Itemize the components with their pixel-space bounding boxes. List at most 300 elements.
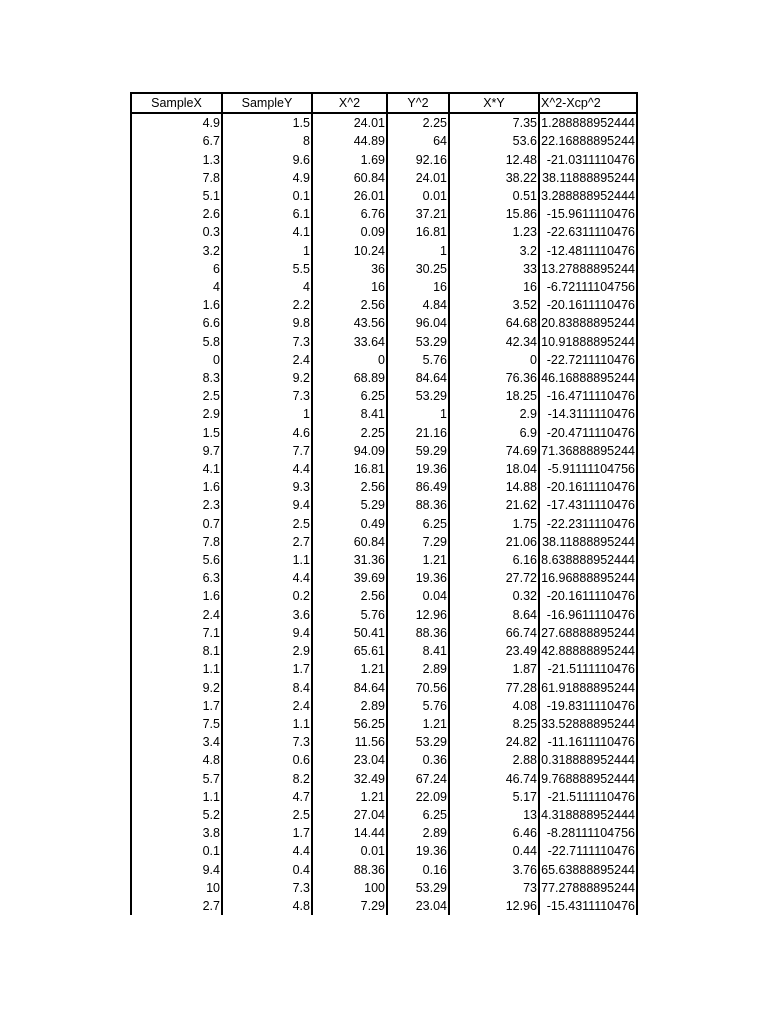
cell-x-squared: 2.25 (312, 424, 387, 442)
table-row (132, 351, 636, 369)
cell-sampley: 9.4 (222, 624, 312, 642)
cell-y-squared: 92.16 (387, 151, 449, 169)
cell-y-squared: 6.25 (387, 806, 449, 824)
table-row (132, 624, 636, 642)
cell-samplex: 7.8 (132, 169, 222, 187)
cell-samplex: 0 (132, 351, 222, 369)
cell-x-times-y: 0 (449, 351, 539, 369)
cell-samplex: 2.7 (132, 897, 222, 915)
cell-samplex: 9.4 (132, 861, 222, 879)
cell-x-times-y: 7.35 (449, 113, 539, 132)
table-row (132, 478, 636, 496)
cell-x-squared-minus-xcp: 20.83888895244 (541, 316, 635, 331)
column-header-samplex: SampleX (132, 93, 222, 113)
cell-y-squared: 22.09 (387, 788, 449, 806)
cell-x-squared: 84.64 (312, 679, 387, 697)
cell-y-squared: 53.29 (387, 333, 449, 351)
table-row (132, 151, 636, 169)
cell-y-squared: 6.25 (387, 515, 449, 533)
cell-x-times-y: 4.08 (449, 697, 539, 715)
cell-sampley: 6.1 (222, 205, 312, 223)
cell-y-squared: 88.36 (387, 624, 449, 642)
cell-samplex: 2.5 (132, 387, 222, 405)
cell-x-squared-minus-xcp: 77.27888895244 (541, 880, 635, 895)
cell-sampley: 2.9 (222, 642, 312, 660)
cell-x-times-y: 8.25 (449, 715, 539, 733)
table-row (132, 715, 636, 733)
cell-x-squared: 32.49 (312, 770, 387, 788)
cell-samplex: 1.1 (132, 788, 222, 806)
cell-samplex: 1.7 (132, 697, 222, 715)
cell-x-times-y: 33 (449, 260, 539, 278)
cell-sampley: 8 (222, 132, 312, 150)
table-row (132, 897, 636, 915)
spreadsheet-table (130, 92, 638, 915)
cell-samplex: 10 (132, 879, 222, 897)
cell-x-times-y: 23.49 (449, 642, 539, 660)
table-row (132, 697, 636, 715)
table-row (132, 551, 636, 569)
table-row (132, 770, 636, 788)
cell-x-squared: 6.76 (312, 205, 387, 223)
cell-x-times-y: 8.64 (449, 606, 539, 624)
cell-samplex: 5.1 (132, 187, 222, 205)
cell-x-squared-minus-xcp: -21.5111110476 (547, 789, 635, 804)
cell-x-times-y: 0.44 (449, 842, 539, 860)
table-row (132, 260, 636, 278)
column-header-y-squared: Y^2 (387, 93, 449, 113)
cell-y-squared: 1 (387, 405, 449, 423)
cell-sampley: 2.7 (222, 533, 312, 551)
cell-samplex: 5.2 (132, 806, 222, 824)
cell-y-squared: 53.29 (387, 733, 449, 751)
cell-y-squared: 30.25 (387, 260, 449, 278)
cell-samplex: 7.1 (132, 624, 222, 642)
cell-samplex: 6.6 (132, 314, 222, 332)
table-row (132, 424, 636, 442)
cell-x-squared: 39.69 (312, 569, 387, 587)
cell-x-times-y: 12.96 (449, 897, 539, 915)
cell-x-times-y: 38.22 (449, 169, 539, 187)
cell-x-times-y: 66.74 (449, 624, 539, 642)
cell-x-squared-minus-xcp: -21.0311110476 (546, 152, 635, 167)
table-row (132, 113, 636, 132)
cell-x-squared-minus-xcp: 27.68888895244 (541, 625, 635, 640)
cell-x-squared: 11.56 (312, 733, 387, 751)
table-row (132, 642, 636, 660)
cell-y-squared: 23.04 (387, 897, 449, 915)
cell-x-squared-minus-xcp: 9.768888952444 (541, 771, 635, 786)
cell-sampley: 9.3 (222, 478, 312, 496)
cell-x-times-y: 1.23 (449, 223, 539, 241)
header-row (132, 93, 636, 113)
cell-x-squared-minus-xcp: -22.7211110476 (546, 352, 635, 367)
cell-x-squared: 27.04 (312, 806, 387, 824)
cell-x-times-y: 6.46 (449, 824, 539, 842)
cell-x-squared: 2.56 (312, 587, 387, 605)
table-row (132, 533, 636, 551)
table-row (132, 569, 636, 587)
cell-x-squared: 68.89 (312, 369, 387, 387)
cell-x-times-y: 6.16 (449, 551, 539, 569)
cell-x-times-y: 15.86 (449, 205, 539, 223)
cell-sampley: 4.4 (222, 569, 312, 587)
cell-x-times-y: 18.04 (449, 460, 539, 478)
cell-sampley: 1.1 (222, 715, 312, 733)
cell-x-times-y: 3.76 (449, 861, 539, 879)
cell-x-squared-minus-xcp: -8.28111104756 (546, 826, 635, 841)
cell-x-times-y: 73 (449, 879, 539, 897)
cell-x-squared: 1.21 (312, 660, 387, 678)
cell-samplex: 1.3 (132, 151, 222, 169)
cell-x-squared: 0.09 (312, 223, 387, 241)
table-row (132, 587, 636, 605)
cell-x-squared: 6.25 (312, 387, 387, 405)
cell-x-squared: 33.64 (312, 333, 387, 351)
cell-samplex: 4.8 (132, 751, 222, 769)
cell-y-squared: 53.29 (387, 879, 449, 897)
table-row (132, 515, 636, 533)
cell-sampley: 0.1 (222, 187, 312, 205)
column-header-sampley: SampleY (222, 93, 312, 113)
table-row (132, 442, 636, 460)
cell-sampley: 1.7 (222, 660, 312, 678)
cell-x-squared-minus-xcp: 46.16888895244 (541, 371, 635, 386)
cell-x-squared: 50.41 (312, 624, 387, 642)
cell-sampley: 0.6 (222, 751, 312, 769)
table-row (132, 806, 636, 824)
table-row (132, 369, 636, 387)
cell-x-squared-minus-xcp: 0.318888952444 (541, 753, 635, 768)
cell-x-squared-minus-xcp: -6.72111104756 (546, 280, 635, 295)
cell-sampley: 1.1 (222, 551, 312, 569)
cell-x-times-y: 42.34 (449, 333, 539, 351)
cell-x-squared: 7.29 (312, 897, 387, 915)
cell-x-squared: 16.81 (312, 460, 387, 478)
cell-x-squared-minus-xcp: -20.4711110476 (546, 425, 635, 440)
cell-samplex: 6.3 (132, 569, 222, 587)
cell-x-times-y: 21.62 (449, 496, 539, 514)
cell-x-squared-minus-xcp: 33.52888895244 (541, 716, 635, 731)
table-body (132, 113, 636, 915)
cell-sampley: 7.7 (222, 442, 312, 460)
table-row (132, 132, 636, 150)
cell-x-times-y: 2.88 (449, 751, 539, 769)
cell-x-squared: 100 (312, 879, 387, 897)
cell-x-squared-minus-xcp: 3.288888952444 (541, 189, 635, 204)
cell-samplex: 5.6 (132, 551, 222, 569)
cell-y-squared: 2.89 (387, 824, 449, 842)
cell-x-squared: 5.76 (312, 606, 387, 624)
cell-y-squared: 19.36 (387, 569, 449, 587)
table-row (132, 679, 636, 697)
column-header-x-squared-minus-xcp: X^2-Xcp^2 (539, 93, 636, 113)
table-row (132, 242, 636, 260)
table-row (132, 733, 636, 751)
cell-x-times-y: 5.17 (449, 788, 539, 806)
cell-sampley: 0.2 (222, 587, 312, 605)
cell-y-squared: 12.96 (387, 606, 449, 624)
table-row (132, 660, 636, 678)
cell-x-squared: 36 (312, 260, 387, 278)
cell-x-squared-minus-xcp: 22.16888895244 (541, 134, 635, 149)
cell-samplex: 7.5 (132, 715, 222, 733)
cell-x-squared: 14.44 (312, 824, 387, 842)
cell-sampley: 5.5 (222, 260, 312, 278)
cell-y-squared: 96.04 (387, 314, 449, 332)
cell-sampley: 1.5 (222, 113, 312, 132)
cell-x-squared: 65.61 (312, 642, 387, 660)
cell-x-squared: 60.84 (312, 169, 387, 187)
cell-x-squared: 1.21 (312, 788, 387, 806)
cell-samplex: 1.5 (132, 424, 222, 442)
cell-samplex: 7.8 (132, 533, 222, 551)
cell-x-squared-minus-xcp: -15.9611110476 (546, 207, 635, 222)
cell-x-squared: 56.25 (312, 715, 387, 733)
table-row (132, 606, 636, 624)
cell-x-times-y: 18.25 (449, 387, 539, 405)
cell-samplex: 9.7 (132, 442, 222, 460)
cell-x-squared-minus-xcp: -22.7111110476 (547, 844, 635, 859)
cell-y-squared: 19.36 (387, 460, 449, 478)
cell-y-squared: 19.36 (387, 842, 449, 860)
cell-x-squared-minus-xcp: -15.4311110476 (546, 898, 635, 913)
cell-samplex: 1.6 (132, 587, 222, 605)
table-row (132, 842, 636, 860)
cell-y-squared: 0.16 (387, 861, 449, 879)
cell-x-times-y: 27.72 (449, 569, 539, 587)
cell-samplex: 9.2 (132, 679, 222, 697)
cell-x-squared-minus-xcp: -16.9611110476 (546, 607, 635, 622)
cell-sampley: 4.4 (222, 842, 312, 860)
cell-x-squared: 16 (312, 278, 387, 296)
cell-x-squared-minus-xcp: 16.96888895244 (541, 571, 635, 586)
cell-x-squared: 24.01 (312, 113, 387, 132)
table-row (132, 879, 636, 897)
cell-x-squared: 0.01 (312, 842, 387, 860)
cell-sampley: 7.3 (222, 879, 312, 897)
cell-x-squared: 31.36 (312, 551, 387, 569)
cell-y-squared: 1.21 (387, 551, 449, 569)
cell-samplex: 2.3 (132, 496, 222, 514)
cell-y-squared: 16 (387, 278, 449, 296)
cell-x-squared: 2.89 (312, 697, 387, 715)
cell-sampley: 8.2 (222, 770, 312, 788)
cell-sampley: 9.8 (222, 314, 312, 332)
cell-sampley: 2.4 (222, 351, 312, 369)
cell-samplex: 4 (132, 278, 222, 296)
cell-sampley: 2.5 (222, 806, 312, 824)
cell-samplex: 8.3 (132, 369, 222, 387)
cell-x-times-y: 21.06 (449, 533, 539, 551)
cell-y-squared: 0.36 (387, 751, 449, 769)
cell-x-times-y: 14.88 (449, 478, 539, 496)
cell-y-squared: 86.49 (387, 478, 449, 496)
cell-x-squared-minus-xcp: -12.4811110476 (546, 243, 635, 258)
cell-x-squared: 2.56 (312, 296, 387, 314)
cell-samplex: 2.6 (132, 205, 222, 223)
cell-samplex: 0.7 (132, 515, 222, 533)
table-row (132, 296, 636, 314)
cell-x-squared-minus-xcp: -16.4711110476 (546, 389, 635, 404)
cell-y-squared: 1 (387, 242, 449, 260)
table-row (132, 387, 636, 405)
cell-sampley: 2.2 (222, 296, 312, 314)
cell-sampley: 1.7 (222, 824, 312, 842)
cell-x-squared: 2.56 (312, 478, 387, 496)
cell-x-squared: 23.04 (312, 751, 387, 769)
cell-x-squared: 1.69 (312, 151, 387, 169)
cell-y-squared: 2.89 (387, 660, 449, 678)
cell-x-squared-minus-xcp: -22.6311110476 (546, 225, 635, 240)
cell-y-squared: 37.21 (387, 205, 449, 223)
cell-samplex: 4.1 (132, 460, 222, 478)
table-row (132, 333, 636, 351)
cell-sampley: 4 (222, 278, 312, 296)
cell-x-times-y: 0.51 (449, 187, 539, 205)
table-row (132, 169, 636, 187)
cell-x-times-y: 77.28 (449, 679, 539, 697)
cell-x-squared-minus-xcp: 38.11888895244 (542, 534, 635, 549)
cell-x-squared: 94.09 (312, 442, 387, 460)
cell-samplex: 3.8 (132, 824, 222, 842)
cell-y-squared: 59.29 (387, 442, 449, 460)
cell-x-squared-minus-xcp: -14.3111110476 (547, 407, 635, 422)
table-row (132, 460, 636, 478)
cell-sampley: 2.4 (222, 697, 312, 715)
cell-sampley: 4.7 (222, 788, 312, 806)
table-row (132, 187, 636, 205)
cell-x-squared-minus-xcp: 61.91888895244 (541, 680, 635, 695)
data-table (132, 92, 636, 915)
cell-x-times-y: 6.9 (449, 424, 539, 442)
cell-x-squared: 60.84 (312, 533, 387, 551)
cell-y-squared: 84.64 (387, 369, 449, 387)
cell-samplex: 1.1 (132, 660, 222, 678)
cell-x-squared-minus-xcp: -5.91111104756 (547, 462, 635, 477)
table-row (132, 223, 636, 241)
cell-sampley: 4.6 (222, 424, 312, 442)
table-row (132, 314, 636, 332)
cell-x-times-y: 3.52 (449, 296, 539, 314)
cell-samplex: 0.3 (132, 223, 222, 241)
cell-x-times-y: 24.82 (449, 733, 539, 751)
cell-sampley: 4.1 (222, 223, 312, 241)
column-header-x-times-y: X*Y (449, 93, 539, 113)
cell-sampley: 3.6 (222, 606, 312, 624)
cell-x-squared: 26.01 (312, 187, 387, 205)
cell-sampley: 7.3 (222, 733, 312, 751)
cell-y-squared: 24.01 (387, 169, 449, 187)
cell-sampley: 2.5 (222, 515, 312, 533)
cell-sampley: 1 (222, 242, 312, 260)
cell-x-times-y: 1.87 (449, 660, 539, 678)
cell-y-squared: 53.29 (387, 387, 449, 405)
cell-sampley: 0.4 (222, 861, 312, 879)
cell-sampley: 1 (222, 405, 312, 423)
cell-samplex: 6.7 (132, 132, 222, 150)
cell-x-times-y: 16 (449, 278, 539, 296)
cell-x-squared: 0 (312, 351, 387, 369)
table-row (132, 496, 636, 514)
cell-samplex: 2.9 (132, 405, 222, 423)
cell-x-times-y: 0.32 (449, 587, 539, 605)
cell-x-squared-minus-xcp: -22.2311110476 (546, 516, 635, 531)
cell-samplex: 1.6 (132, 296, 222, 314)
cell-samplex: 4.9 (132, 113, 222, 132)
cell-samplex: 1.6 (132, 478, 222, 496)
cell-samplex: 5.7 (132, 770, 222, 788)
cell-sampley: 9.4 (222, 496, 312, 514)
cell-x-times-y: 13 (449, 806, 539, 824)
cell-sampley: 9.2 (222, 369, 312, 387)
cell-x-squared-minus-xcp: 8.638888952444 (541, 553, 635, 568)
cell-sampley: 7.3 (222, 387, 312, 405)
cell-samplex: 3.2 (132, 242, 222, 260)
cell-x-squared: 43.56 (312, 314, 387, 332)
cell-x-squared-minus-xcp: -20.1611110476 (546, 589, 635, 604)
cell-y-squared: 5.76 (387, 697, 449, 715)
cell-samplex: 8.1 (132, 642, 222, 660)
cell-sampley: 9.6 (222, 151, 312, 169)
cell-y-squared: 8.41 (387, 642, 449, 660)
cell-x-squared-minus-xcp: 10.91888895244 (541, 334, 635, 349)
table-row (132, 405, 636, 423)
table-row (132, 278, 636, 296)
cell-x-times-y: 46.74 (449, 770, 539, 788)
cell-x-squared-minus-xcp: 42.88888895244 (541, 644, 635, 659)
table-row (132, 751, 636, 769)
cell-samplex: 3.4 (132, 733, 222, 751)
cell-x-squared: 0.49 (312, 515, 387, 533)
cell-x-squared-minus-xcp: 4.318888952444 (541, 807, 635, 822)
cell-y-squared: 1.21 (387, 715, 449, 733)
cell-x-times-y: 1.75 (449, 515, 539, 533)
cell-x-squared-minus-xcp: 71.36888895244 (541, 443, 635, 458)
cell-y-squared: 16.81 (387, 223, 449, 241)
cell-x-squared-minus-xcp: 13.27888895244 (541, 261, 635, 276)
cell-x-squared: 5.29 (312, 496, 387, 514)
cell-x-squared-minus-xcp: -21.5111110476 (547, 662, 635, 677)
cell-x-squared-minus-xcp: 1.288888952444 (541, 116, 635, 131)
cell-samplex: 6 (132, 260, 222, 278)
cell-x-times-y: 2.9 (449, 405, 539, 423)
table-row (132, 824, 636, 842)
cell-sampley: 4.4 (222, 460, 312, 478)
cell-x-squared-minus-xcp: -20.1611110476 (546, 480, 635, 495)
cell-x-squared-minus-xcp: -17.4311110476 (546, 498, 635, 513)
cell-y-squared: 7.29 (387, 533, 449, 551)
cell-sampley: 4.9 (222, 169, 312, 187)
cell-y-squared: 5.76 (387, 351, 449, 369)
cell-y-squared: 70.56 (387, 679, 449, 697)
cell-x-squared-minus-xcp: -20.1611110476 (546, 298, 635, 313)
table-row (132, 861, 636, 879)
cell-x-squared-minus-xcp: 38.11888895244 (542, 170, 635, 185)
cell-y-squared: 0.01 (387, 187, 449, 205)
cell-x-squared: 10.24 (312, 242, 387, 260)
cell-x-times-y: 12.48 (449, 151, 539, 169)
cell-sampley: 4.8 (222, 897, 312, 915)
cell-y-squared: 4.84 (387, 296, 449, 314)
cell-y-squared: 64 (387, 132, 449, 150)
cell-y-squared: 67.24 (387, 770, 449, 788)
cell-y-squared: 88.36 (387, 496, 449, 514)
cell-x-times-y: 76.36 (449, 369, 539, 387)
cell-samplex: 5.8 (132, 333, 222, 351)
cell-sampley: 7.3 (222, 333, 312, 351)
table-row (132, 205, 636, 223)
